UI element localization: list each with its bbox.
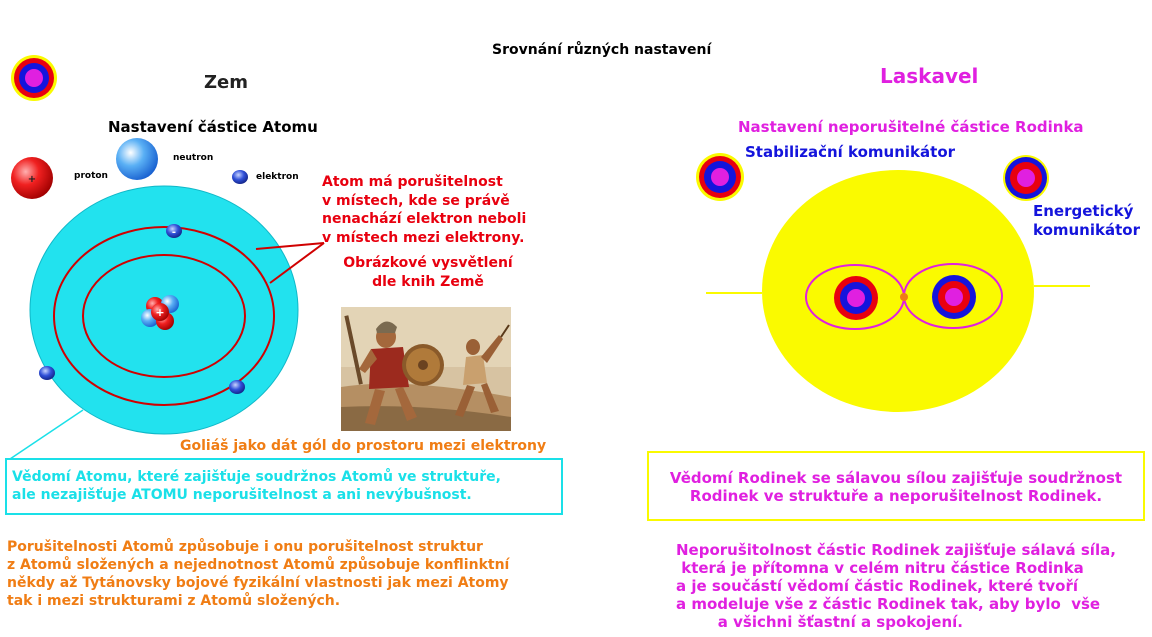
goliath-painting (341, 307, 511, 431)
note-porusitelnost: Atom má porušitelnost v místech, kde se právě nenachází elektron neboli v místech mezi elektrony. (322, 174, 527, 246)
proton-symbol: + (27, 174, 37, 185)
bottom-text-atom: Porušitelnosti Atomů způsobuje i onu porušitelnost struktur z Atomů složených a nejednotnost Atomů způsobuje konflinktní někdy až Tytánovsky bojové fyzikální vlastnosti jak mezi Atomy tak i mezi strukturami z Atomů složených. (7, 539, 510, 609)
box-text-rodinka: Vědomí Rodinek se sálavou sílou zajišťuje soudržnost Rodinek ve struktuře a neporušitelnost Rodinek. (669, 469, 1123, 505)
nucleus-symbol: + (155, 306, 165, 319)
label-stabilization: Stabilizační komunikátor (745, 143, 956, 161)
electron-3 (229, 380, 245, 394)
electron-symbol: - (171, 227, 177, 238)
rodinka-icon-topleft (11, 55, 57, 101)
legend-electron-label: elektron (256, 172, 299, 182)
electron-2 (39, 366, 55, 380)
rodinka-inner-left (834, 276, 878, 320)
neutron-ball (116, 138, 158, 180)
legend-neutron-label: neutron (173, 153, 214, 163)
electron-ball (232, 170, 248, 184)
rodinka-inner-right (932, 275, 976, 319)
label-energy: Energetický komunikátor (1033, 202, 1140, 239)
caption-goliath: Goliáš jako dát gól do prostoru mezi elektrony (180, 438, 547, 454)
heading-zem: Zem (204, 72, 249, 93)
energy-communicator-icon (1003, 155, 1049, 201)
subheading-rodinka: Nastavení neporušitelné částice Rodinka (738, 118, 1084, 136)
atom-diagram (10, 186, 324, 459)
box-text-atom: Vědomí Atomu, které zajišťuje soudržnos Atomů ve struktuře, ale nezajišťuje ATOMU neporušitelnost a ani nevýbušnost. (12, 469, 501, 503)
subheading-atom: Nastavení částice Atomu (108, 118, 318, 136)
page-title: Srovnání různých nastavení (492, 42, 712, 58)
bottom-text-rodinka: Neporušitolnost částic Rodinek zajišťuje sálavá síla, která je přítomna v celém nitru částice Rodinka a je součástí vědomí částic Rodinek, které tvoří a modeluje vše z částic Rodinek tak, aby bylo vše a všichni šťastní a spokojení. (676, 541, 1116, 631)
note-picture: Obrázkové vysvětlení dle knih Země (343, 255, 513, 290)
heading-laskavel: Laskavel (880, 64, 979, 88)
legend-proton-label: proton (74, 171, 108, 181)
stabilization-communicator-icon (696, 153, 744, 201)
